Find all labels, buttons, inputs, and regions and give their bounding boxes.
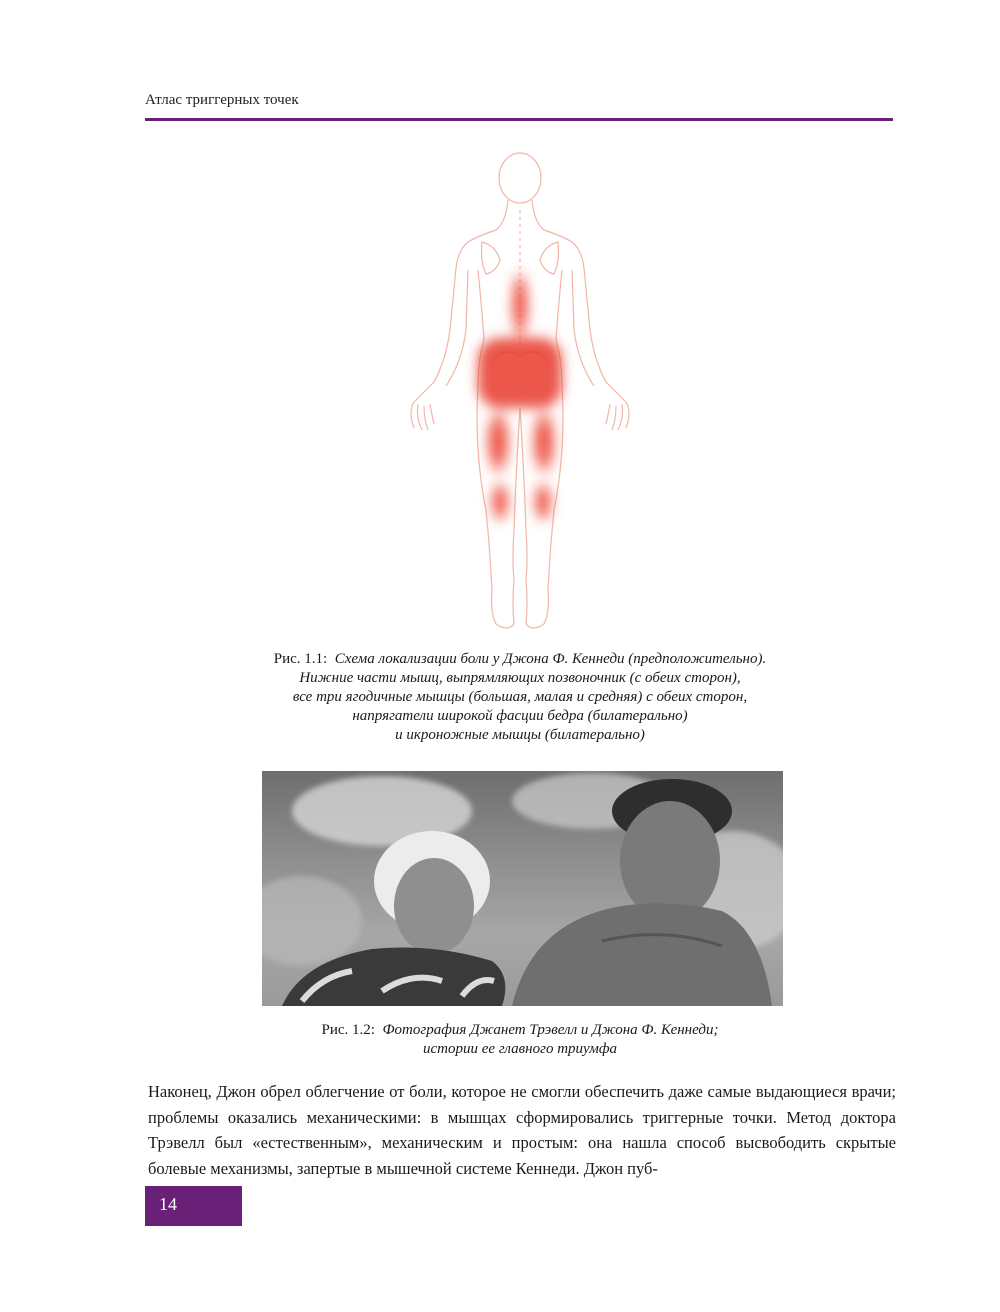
caption-line: и икроножные мышцы (билатерально) — [395, 727, 645, 743]
caption-line: Фотография Джанет Трэвелл и Джона Ф. Кеннеди; — [382, 1022, 719, 1038]
caption-line: истории ее главного триумфа — [422, 1041, 618, 1057]
figure-1-label: Рис. 1.1: — [273, 651, 328, 667]
figure-2-label: Рис. 1.2: — [321, 1022, 375, 1038]
photograph-travell-kennedy — [262, 771, 783, 1006]
pain-zones — [478, 267, 562, 524]
pain-map-figure — [400, 150, 650, 640]
paragraph-text: Наконец, Джон обрел облегчение от боли, которое не смогли обеспечить даже самые выдающиеся врачи; проблемы оказались механическими: в мышцах сформировались триггерные точки. Метод доктора Трэвелл был «естественным», механическим и простым: она нашла способ высвободить скрытые болевые механизмы, запертые в мышечной системе Кеннеди. Джон пуб- — [148, 1082, 896, 1178]
page-number-box — [145, 1186, 242, 1226]
body-paragraph — [148, 1079, 896, 1181]
caption-line: все три ягодичные мышцы (большая, малая и средняя) с обеих сторон, — [292, 689, 748, 705]
caption-line: Нижние части мышц, выпрямляющих позвоночник (с обеих сторон), — [299, 670, 741, 686]
caption-line: Схема локализации боли у Джона Ф. Кеннеди (предположительно). — [334, 651, 767, 667]
running-header: Атлас триггерных точек — [145, 92, 299, 108]
page-number: 14 — [159, 1194, 177, 1214]
figure-1-caption — [200, 650, 840, 745]
caption-line: напрягатели широкой фасции бедра (билатерально) — [352, 708, 688, 724]
figure-2-caption — [200, 1021, 840, 1059]
header-divider — [145, 118, 893, 121]
